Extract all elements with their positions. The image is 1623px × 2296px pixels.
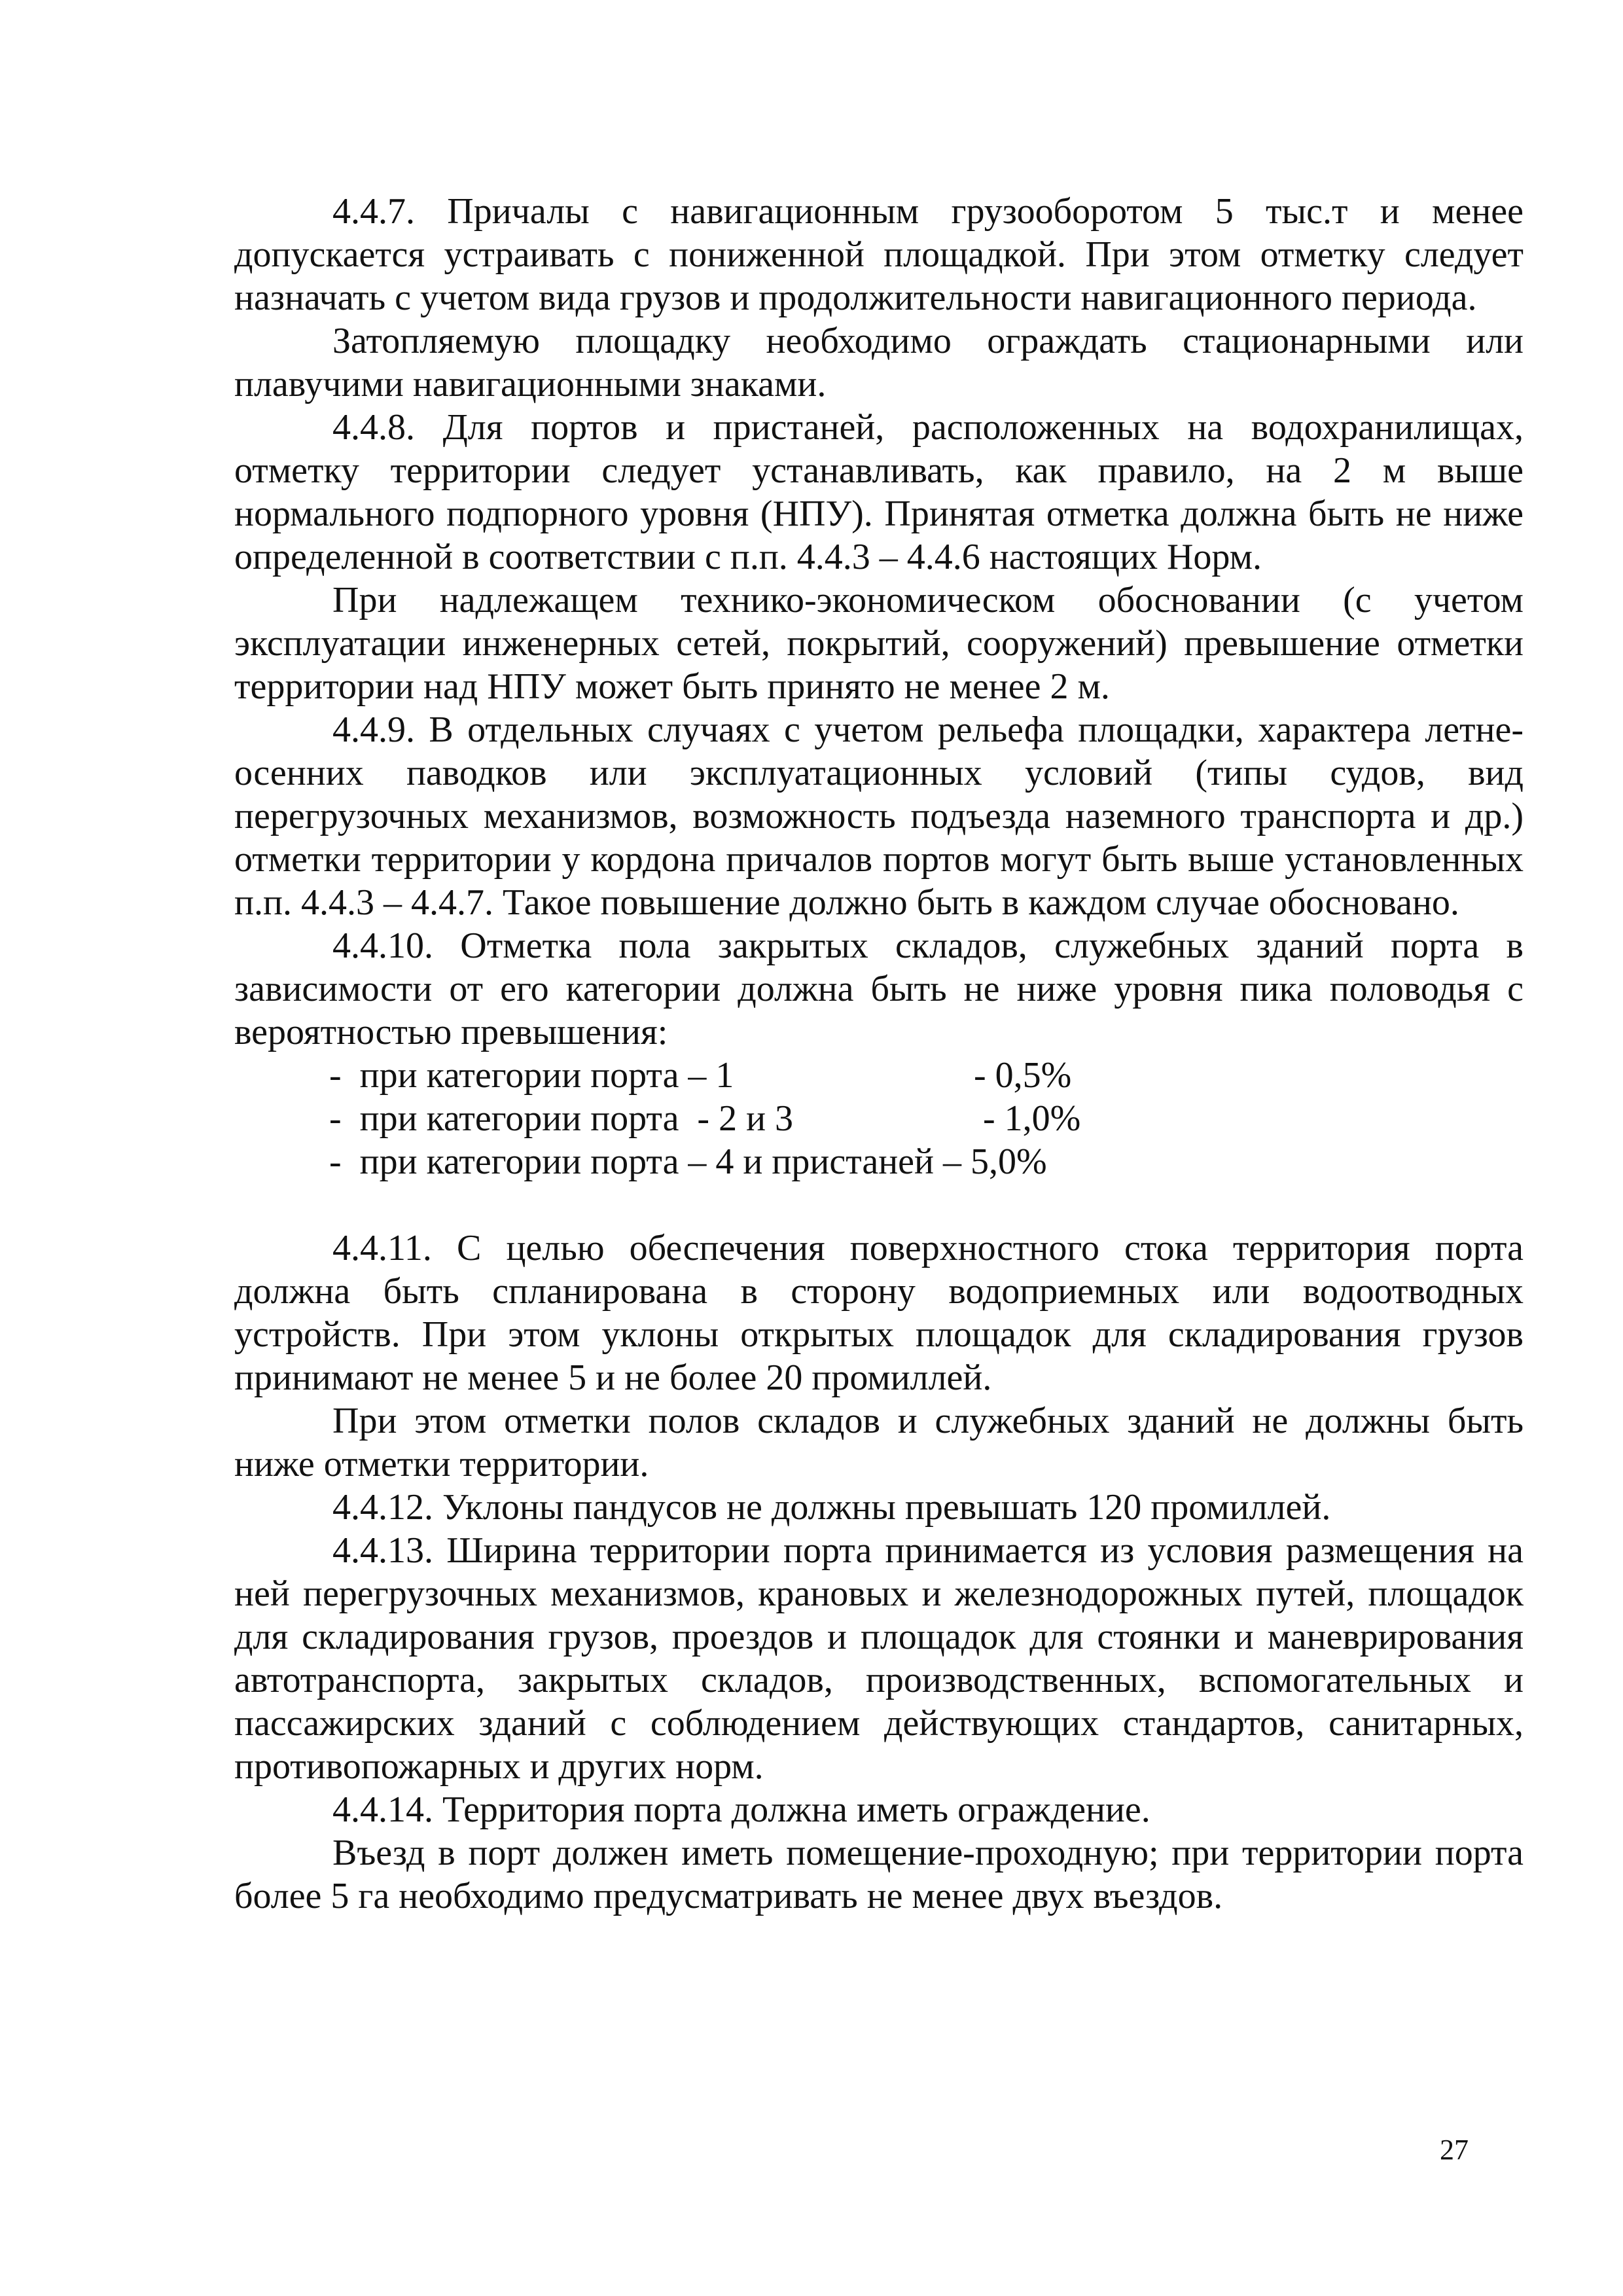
paragraph-economic-justification: При надлежащем технико-экономическом обосновании (с учетом эксплуатации инженерных сетей, покрытий, сооружений) превышение отметки территории над НПУ может быть принято не менее 2 м. bbox=[234, 580, 1524, 707]
page-number: 27 bbox=[1440, 2134, 1469, 2166]
list-item-value: - 1,0% bbox=[974, 1098, 1081, 1139]
list-item bbox=[234, 1097, 1524, 1140]
port-category-list bbox=[234, 1054, 1524, 1183]
paragraph-4-4-12: 4.4.12. Уклоны пандусов не должны превышать 120 промиллей. bbox=[332, 1487, 1331, 1528]
paragraph-entrance: Въезд в порт должен иметь помещение-проходную; при территории порта более 5 га необходимо предусматривать не менее двух въездов. bbox=[234, 1833, 1524, 1916]
paragraph-floor-marks: При этом отметки полов складов и служебных зданий не должны быть ниже отметки территории. bbox=[234, 1401, 1524, 1484]
paragraph-4-4-8: 4.4.8. Для портов и пристаней, расположенных на водохранилищах, отметку территории следует устанавливать, как правило, на 2 м выше нормального подпорного уровня (НПУ). Принятая отметка должна быть не ниже определенной в соответствии с п.п. 4.4.3 – 4.4.6 настоящих Норм. bbox=[234, 407, 1524, 577]
paragraph-4-4-14: 4.4.14. Территория порта должна иметь ограждение. bbox=[332, 1789, 1150, 1830]
paragraph-4-4-11: 4.4.11. С целью обеспечения поверхностного стока территория порта должна быть спланирована в сторону водоприемных или водоотводных устройств. При этом уклоны открытых площадок для складирования грузов принимают не менее 5 и не более 20 промиллей. bbox=[234, 1228, 1524, 1398]
paragraph-4-4-9: 4.4.9. В отдельных случаях с учетом рельефа площадки, характера летне-осенних паводков или эксплуатационных условий (типы судов, вид перегрузочных механизмов, возможность подъезда наземного транспорта и др.) отметки территории у кордона причалов портов могут быть выше установленных п.п. 4.4.3 – 4.4.7. Такое повышение должно быть в каждом случае обосновано. bbox=[234, 709, 1524, 923]
list-item-text: - при категории порта – 4 и пристаней – 5,0% bbox=[329, 1141, 1047, 1182]
list-item-text: - при категории порта – 1 bbox=[329, 1055, 734, 1096]
list-item bbox=[234, 1054, 1524, 1097]
paragraph-4-4-7: 4.4.7. Причалы с навигационным грузооборотом 5 тыс.т и менее допускается устраивать с пониженной площадкой. При этом отметку следует назначать с учетом вида грузов и продолжительности навигационного периода. bbox=[234, 191, 1524, 318]
list-item-text: - при категории порта - 2 и 3 bbox=[329, 1098, 794, 1139]
paragraph-4-4-13: 4.4.13. Ширина территории порта принимается из условия размещения на ней перегрузочных механизмов, крановых и железнодорожных путей, площадок для складирования грузов, проездов и площадок для стоянки и маневрирования автотранспорта, закрытых складов, производственных, вспомогательных и пассажирских зданий с соблюдением действующих стандартов, санитарных, противопожарных и других норм. bbox=[234, 1530, 1524, 1787]
list-item bbox=[234, 1140, 1524, 1183]
list-item-value: - 0,5% bbox=[974, 1055, 1072, 1096]
document-body bbox=[234, 190, 1524, 1918]
blank-line bbox=[234, 1183, 1524, 1227]
paragraph-4-4-10: 4.4.10. Отметка пола закрытых складов, служебных зданий порта в зависимости от его категории должна быть не ниже уровня пика половодья с вероятностью превышения: bbox=[234, 925, 1524, 1052]
paragraph-flooded-area: Затопляемую площадку необходимо ограждать стационарными или плавучими навигационными знаками. bbox=[234, 321, 1524, 404]
